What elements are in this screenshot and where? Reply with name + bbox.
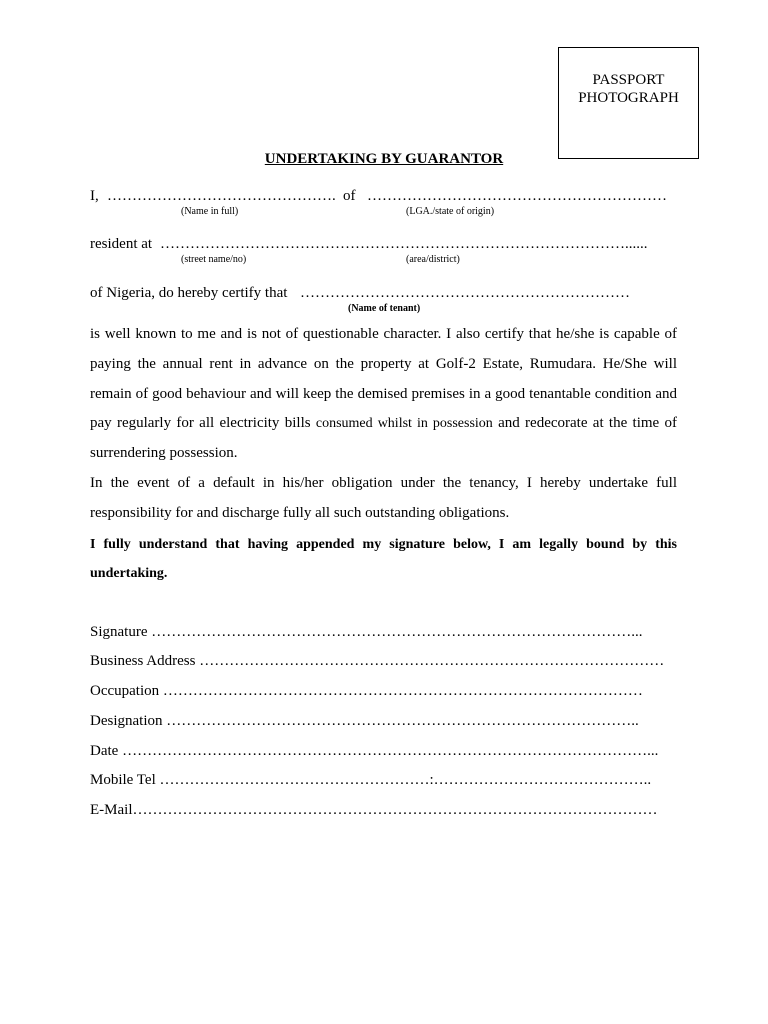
document-title: UNDERTAKING BY GUARANTOR (264, 151, 504, 167)
occupation-field[interactable]: …………………………………………………………………………………… (162, 683, 643, 699)
row1-of: of (343, 188, 356, 204)
name-in-full-field[interactable]: ………………………………………. (107, 188, 336, 204)
designation-field[interactable]: ………………………………………………………………………………….. (166, 713, 639, 729)
signature-label: Signature (90, 624, 148, 640)
certification-paragraph (90, 320, 677, 469)
business-address-label: Business Address (90, 653, 196, 669)
email-row (90, 802, 658, 819)
email-label: E-Mail (90, 802, 133, 818)
address-field[interactable]: …………………………………………………………………………………...... (160, 236, 648, 252)
mobile-tel-label: Mobile Tel (90, 772, 156, 788)
signature-row (90, 624, 643, 641)
paragraph1-part1: is well known to me and is not of questionable character. I also certify that he/she is capable of paying the annual rent in advance on the property at Golf-2 Estate, Rumudara. He/She will remain of good behaviour and will keep the demised premises in a good tenantable condition and pay regularly for all electricity bills (90, 326, 677, 432)
paragraph1-part3: and redecorate at the time of surrendering possession. (90, 415, 677, 462)
date-field[interactable]: ……………………………………………………………………………………………... (122, 743, 659, 759)
row2-prefix: resident at (90, 236, 153, 252)
tenant-name-field[interactable]: ………………………………………………………… (300, 285, 630, 301)
mobile-tel-row (90, 772, 651, 789)
photo-box-line2: PHOTOGRAPH (578, 90, 679, 106)
default-obligation-paragraph: In the event of a default in his/her obligation under the tenancy, I hereby undertake full responsibility for and discharge fully all such outstanding obligations. (90, 475, 677, 521)
photo-box-line1: PASSPORT (592, 72, 665, 88)
area-caption: (area/district) (406, 254, 460, 265)
name-in-full-caption: (Name in full) (181, 206, 239, 217)
legal-binding-statement: I fully understand that having appended my signature below, I am legally bound by this undertaking. (90, 537, 677, 581)
business-address-row (90, 653, 664, 670)
date-row (90, 743, 658, 760)
passport-photograph-box (558, 47, 699, 159)
mobile-tel-field[interactable]: ………………………………………………:…………………………………….. (159, 772, 652, 788)
business-address-field[interactable]: ………………………………………………………………………………… (199, 653, 665, 669)
tenant-caption: (Name of tenant) (348, 303, 421, 314)
designation-label: Designation (90, 713, 163, 729)
paragraph1-part2: consumed whilst in possession (315, 416, 493, 432)
date-label: Date (90, 743, 119, 759)
designation-row (90, 713, 639, 730)
occupation-row (90, 683, 643, 700)
lga-caption: (LGA./state of origin) (406, 206, 495, 217)
lga-state-field[interactable]: …………………………………………………… (367, 188, 667, 204)
row1-prefix: I, (90, 188, 99, 204)
email-field[interactable]: …………………………………………………………………………………………… (132, 802, 658, 818)
signature-field[interactable]: ……………………………………………………………………………………... (151, 624, 643, 640)
street-caption: (street name/no) (181, 254, 247, 265)
row3-prefix: of Nigeria, do hereby certify that (90, 285, 288, 301)
occupation-label: Occupation (90, 683, 160, 699)
